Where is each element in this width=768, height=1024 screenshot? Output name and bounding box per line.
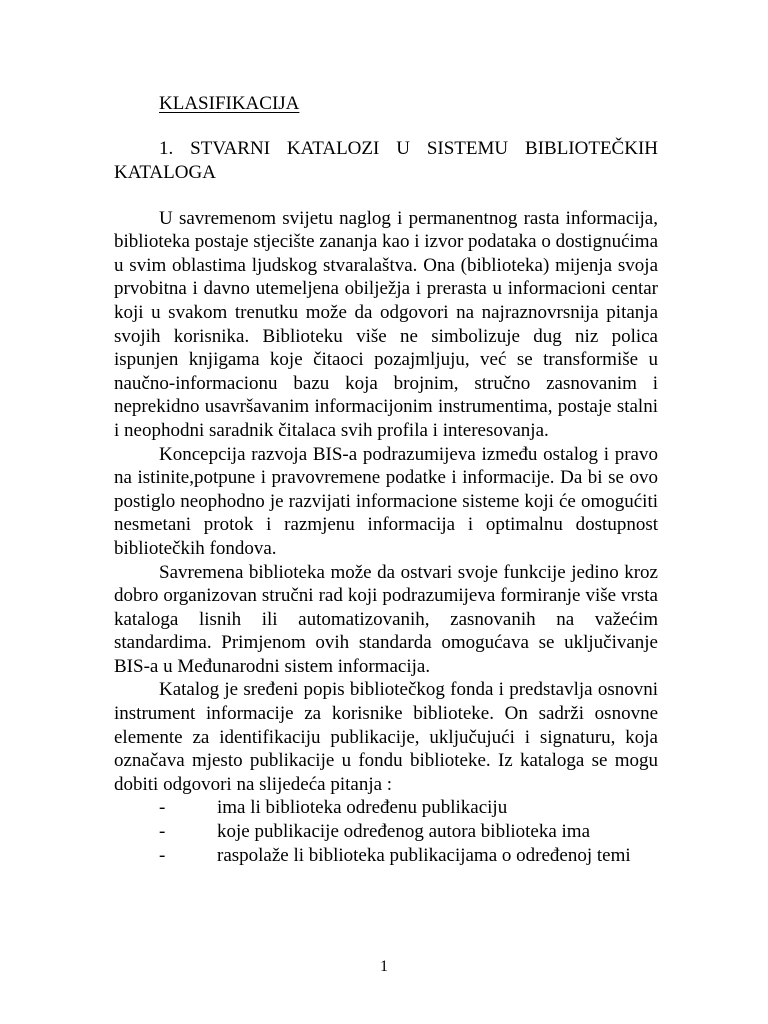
bullet-dash: - (159, 797, 166, 819)
document-page (114, 92, 658, 867)
paragraph: U savremenom svijetu naglog i permanentnog rasta informacija, biblioteka postaje stjecište zananja kao i izvor podataka o dostignućima u svim oblastima ljudskog stvaralaštva. Ona (biblioteka) mijenja svoja prvobitna i davno utemeljena obilježja i prerasta u informacioni centar koji u svakom trenutku može da odgovori na najraznovrsnija pitanja svojih korisnika. Biblioteku više ne simbolizuje dug niz polica ispunjen knjigama koje čitaoci pozajmljuju, već se transformiše u naučno-informacionu bazu koja brojnim, stručno zasnovanim i neprekidno usavršavanim informacijonim instrumentima, postaje stalni i neophodni saradnik čitalaca svih profila i interesovanja. (114, 207, 658, 441)
list-item-text: raspolaže li biblioteka publikacijama o određenoj temi (217, 844, 631, 866)
list-item-text: ima li biblioteka određenu publikaciju (217, 797, 508, 819)
bullet-dash: - (159, 821, 166, 843)
question-list (114, 796, 658, 867)
document-heading: KLASIFIKACIJA (159, 93, 300, 114)
list-item (114, 844, 658, 868)
bullet-dash: - (159, 844, 166, 866)
list-item (114, 796, 658, 820)
section-title: 1. STVARNI KATALOZI U SISTEMU BIBLIOTEČKIH KATALOGA (114, 137, 658, 183)
paragraph: Katalog je sređeni popis bibliotečkog fonda i predstavlja osnovni instrument informacije za korisnike biblioteke. On sadrži osnovne elemente za identifikaciju publikacije, uključujući i signaturu, koja označava mjesto publikacije u fondu biblioteke. Iz kataloga se mogu dobiti odgovori na slijedeća pitanja : (114, 679, 658, 795)
list-item-text: koje publikacije određenog autora biblioteka ima (217, 821, 591, 843)
paragraph: Savremena biblioteka može da ostvari svoje funkcije jedino kroz dobro organizovan stručni rad koji podrazumijeva formiranje više vrsta kataloga lisnih ili automatizovanih, zasnovanih na važećim standardima. Primjenom ovih standarda omogućava se uključivanje BIS-a u Međunarodni sistem informacija. (114, 561, 658, 677)
list-item (114, 820, 658, 844)
page-number: 1 (380, 958, 388, 975)
paragraph: Koncepcija razvoja BIS-a podrazumijeva između ostalog i pravo na istinite,potpune i pravovremene podatke i informacije. Da bi se ovo postiglo neophodno je razvijati informacione sisteme koji će omogućiti nesmetani protok i razmjenu informacija i optimalnu dostupnost bibliotečkih fondova. (114, 443, 658, 559)
